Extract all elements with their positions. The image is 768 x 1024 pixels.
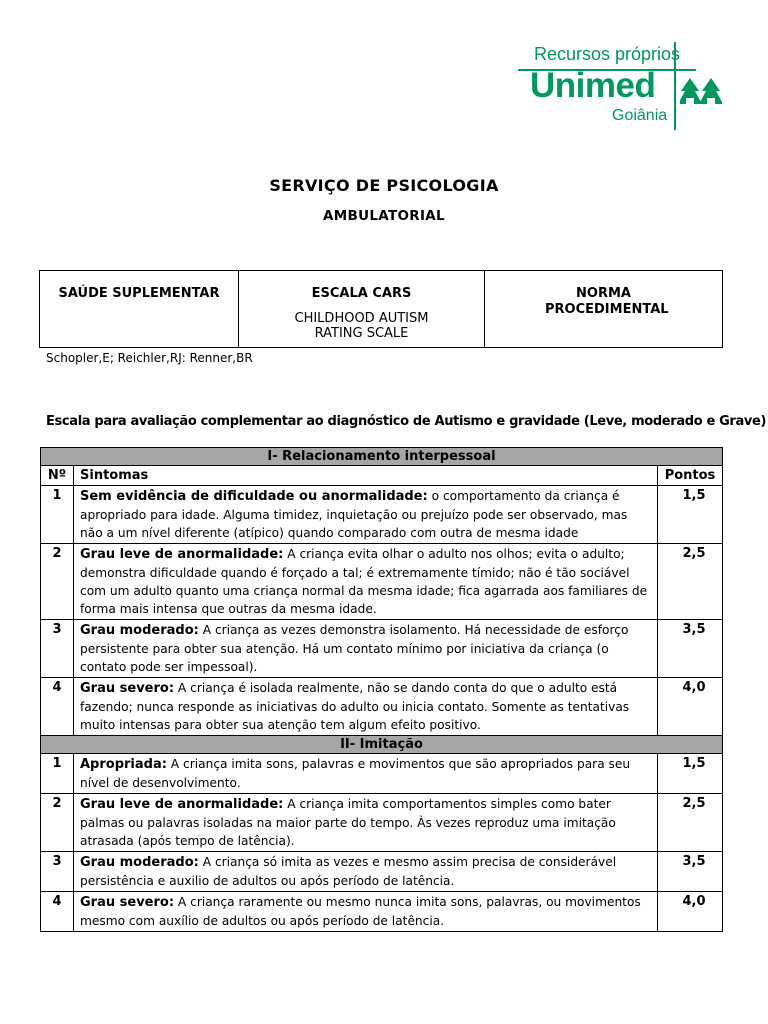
row-description: A criança só imita as vezes e mesmo assim precisa de considerável persistência e auxilio de adultos ou após período de latência. — [80, 855, 617, 888]
row-number: 3 — [41, 620, 74, 678]
row-points-cell — [658, 794, 723, 852]
row-description: A criança evita olhar o adulto nos olhos; evita o adulto; demonstra dificuldade quando é forçado a tal; é extremamente tímido; não é tão sociável com um adulto quanto uma criança normal da mesma idade; fica agarrada aos familiares de forma mais intensa que outras da mesma idade. — [80, 547, 648, 616]
row-number: 2 — [41, 794, 74, 852]
row-points-cell — [658, 852, 723, 892]
section-title: II- Imitação — [41, 736, 723, 754]
row-points: 2,5 — [682, 546, 706, 561]
row-points: 1,5 — [682, 756, 706, 771]
row-points: 3,5 — [682, 622, 706, 637]
row-points-cell — [658, 754, 723, 794]
row-level: Grau severo: — [80, 681, 175, 696]
row-level: Grau leve de anormalidade: — [80, 797, 284, 812]
row-symptom — [74, 678, 658, 736]
row-points-cell — [658, 678, 723, 736]
cars-table — [40, 447, 723, 932]
column-header-points: Pontos — [658, 466, 723, 486]
row-symptom — [74, 794, 658, 852]
row-description: A criança raramente ou mesmo nunca imita sons, palavras, ou movimentos mesmo com auxílio de adultos ou após período de latência. — [80, 895, 641, 928]
logo-brand: Unimed — [530, 66, 656, 105]
row-level: Grau severo: — [80, 895, 175, 910]
row-points: 2,5 — [682, 796, 706, 811]
logo-city: Goiânia — [612, 107, 668, 124]
row-points-cell — [658, 544, 723, 620]
intro-text: Escala para avaliação complementar ao diagnóstico de Autismo e gravidade (Leve, moderado e Grave) — [46, 414, 767, 429]
section-header — [41, 448, 723, 466]
header-scale-subtitle: CHILDHOOD AUTISM RATING SCALE — [294, 311, 429, 341]
row-description: A criança imita comportamentos simples como bater palmas ou palavras isoladas na maior parte do tempo. Às vezes reproduz uma imitação atrasada (após tempo de latência). — [80, 797, 616, 848]
header-sector-text: SAÚDE SUPLEMENTAR — [58, 286, 220, 301]
row-level: Grau leve de anormalidade: — [80, 547, 284, 562]
table-row — [41, 486, 723, 544]
row-symptom — [74, 486, 658, 544]
row-points-cell — [658, 486, 723, 544]
row-symptom — [74, 892, 658, 932]
section-title: I- Relacionamento interpessoal — [41, 448, 723, 466]
table-row — [41, 892, 723, 932]
row-level: Grau moderado: — [80, 623, 199, 638]
column-header-row — [41, 466, 723, 486]
row-points-cell — [658, 892, 723, 932]
row-symptom — [74, 852, 658, 892]
row-points: 3,5 — [682, 854, 706, 869]
table-row — [41, 544, 723, 620]
row-description: o comportamento da criança é apropriado para idade. Alguma timidez, inquietação ou prejuízo pode ser observado, mas não a um nível diferente (atípico) quando comparado com outra de mesma idade — [80, 489, 628, 540]
row-points: 4,0 — [682, 894, 706, 909]
row-description: A criança é isolada realmente, não se dando conta do que o adulto está fazendo; nunca responde as iniciativas do adulto ou inicia contato. Somente as tentativas muito intensas para obter sua atenção tem algum efeito positivo. — [80, 681, 630, 732]
table-row — [41, 620, 723, 678]
table-row — [41, 794, 723, 852]
header-scale-title: ESCALA CARS — [311, 286, 412, 301]
row-number: 2 — [41, 544, 74, 620]
unimed-tree-icon — [680, 76, 722, 106]
authors-line: Schopler,E; Reichler,RJ: Renner,BR — [46, 351, 253, 365]
unimed-logo — [518, 40, 728, 135]
row-level: Sem evidência de dificuldade ou anormalidade: — [80, 489, 428, 504]
table-row — [41, 678, 723, 736]
page-subtitle: AMBULATORIAL — [323, 208, 445, 224]
header-cell-sector — [40, 271, 239, 347]
row-number: 3 — [41, 852, 74, 892]
table-row — [41, 754, 723, 794]
header-norm-text: NORMA PROCEDIMENTAL — [545, 286, 669, 317]
row-number: 4 — [41, 678, 74, 736]
row-description: A criança as vezes demonstra isolamento. Há necessidade de esforço persistente para obter sua atenção. Há um contato mínimo por iniciativa da criança (o contato pode ser impessoal). — [80, 623, 629, 674]
row-points: 4,0 — [682, 680, 706, 695]
row-level: Grau moderado: — [80, 855, 199, 870]
logo-tagline: Recursos próprios — [534, 44, 681, 64]
header-cell-scale — [239, 271, 485, 347]
row-symptom — [74, 620, 658, 678]
header-table — [39, 270, 723, 348]
column-header-number: Nº — [41, 466, 74, 486]
row-number: 1 — [41, 754, 74, 794]
row-description: A criança imita sons, palavras e movimentos que são apropriados para seu nível de desenvolvimento. — [80, 757, 631, 790]
section-header — [41, 736, 723, 754]
row-level: Apropriada: — [80, 757, 167, 772]
row-points: 1,5 — [682, 488, 706, 503]
header-cell-norm — [485, 271, 722, 347]
page-title: SERVIÇO DE PSICOLOGIA — [269, 176, 499, 195]
row-symptom — [74, 754, 658, 794]
row-symptom — [74, 544, 658, 620]
row-number: 4 — [41, 892, 74, 932]
row-number: 1 — [41, 486, 74, 544]
column-header-symptoms: Sintomas — [74, 466, 658, 486]
table-row — [41, 852, 723, 892]
row-points-cell — [658, 620, 723, 678]
